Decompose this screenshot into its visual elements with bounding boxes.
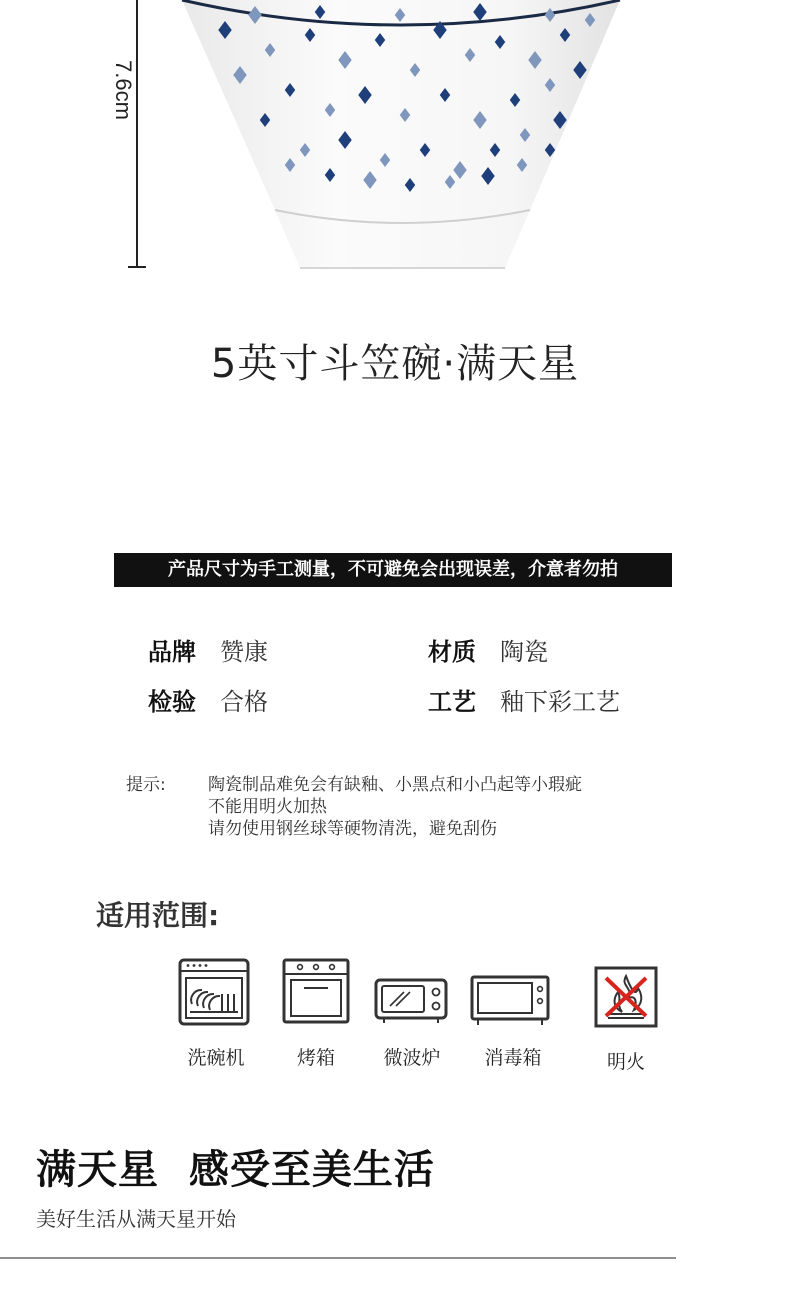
tip-line: 不能用明火加热 xyxy=(208,797,327,817)
open-flame-prohibited-icon xyxy=(594,966,658,1028)
tip-line: 请勿使用钢丝球等硬物清洗，避免刮伤 xyxy=(208,819,497,839)
divider xyxy=(0,1257,676,1259)
spec-brand xyxy=(148,632,268,667)
spec-value: 釉下彩工艺 xyxy=(500,688,620,716)
spec-value: 合格 xyxy=(220,688,268,716)
spec-craft xyxy=(428,682,620,717)
tips-label: 提示: xyxy=(126,775,166,795)
sterilizer-icon xyxy=(470,975,550,1027)
usage-label: 消毒箱 xyxy=(484,1047,542,1069)
dishwasher-icon xyxy=(178,958,250,1026)
measurement-notice: 产品尺寸为手工测量，不可避免会出现误差，介意者勿拍 xyxy=(114,553,672,587)
slogan-title: 满天星 感受至美生活 xyxy=(36,1147,435,1193)
dimension-line-cap xyxy=(128,266,146,268)
usage-scope-title: 适用范围: xyxy=(96,899,220,932)
spec-material xyxy=(428,632,548,667)
usage-label: 洗碗机 xyxy=(187,1047,245,1069)
product-photo xyxy=(0,0,790,290)
spec-key: 工艺 xyxy=(428,688,476,716)
spec-inspection xyxy=(148,682,268,717)
spec-key: 检验 xyxy=(148,688,196,716)
usage-label: 明火 xyxy=(606,1051,645,1073)
spec-value: 陶瓷 xyxy=(500,638,548,666)
usage-label: 烤箱 xyxy=(296,1047,335,1069)
spec-key: 材质 xyxy=(428,638,476,666)
tip-line: 陶瓷制品难免会有缺釉、小黑点和小凸起等小瑕疵 xyxy=(208,775,582,795)
dimension-line xyxy=(136,0,138,268)
spec-key: 品牌 xyxy=(148,638,196,666)
slogan-subtitle: 美好生活从满天星开始 xyxy=(36,1207,236,1231)
spec-value: 赞康 xyxy=(220,638,268,666)
dimension-label: 7.6cm xyxy=(111,60,136,120)
care-tips xyxy=(126,774,582,840)
bowl-illustration xyxy=(170,0,630,290)
microwave-icon xyxy=(374,978,448,1024)
oven-icon xyxy=(282,958,350,1024)
usage-label: 微波炉 xyxy=(383,1047,441,1069)
product-title: 5英寸斗笠碗·满天星 xyxy=(210,341,580,387)
